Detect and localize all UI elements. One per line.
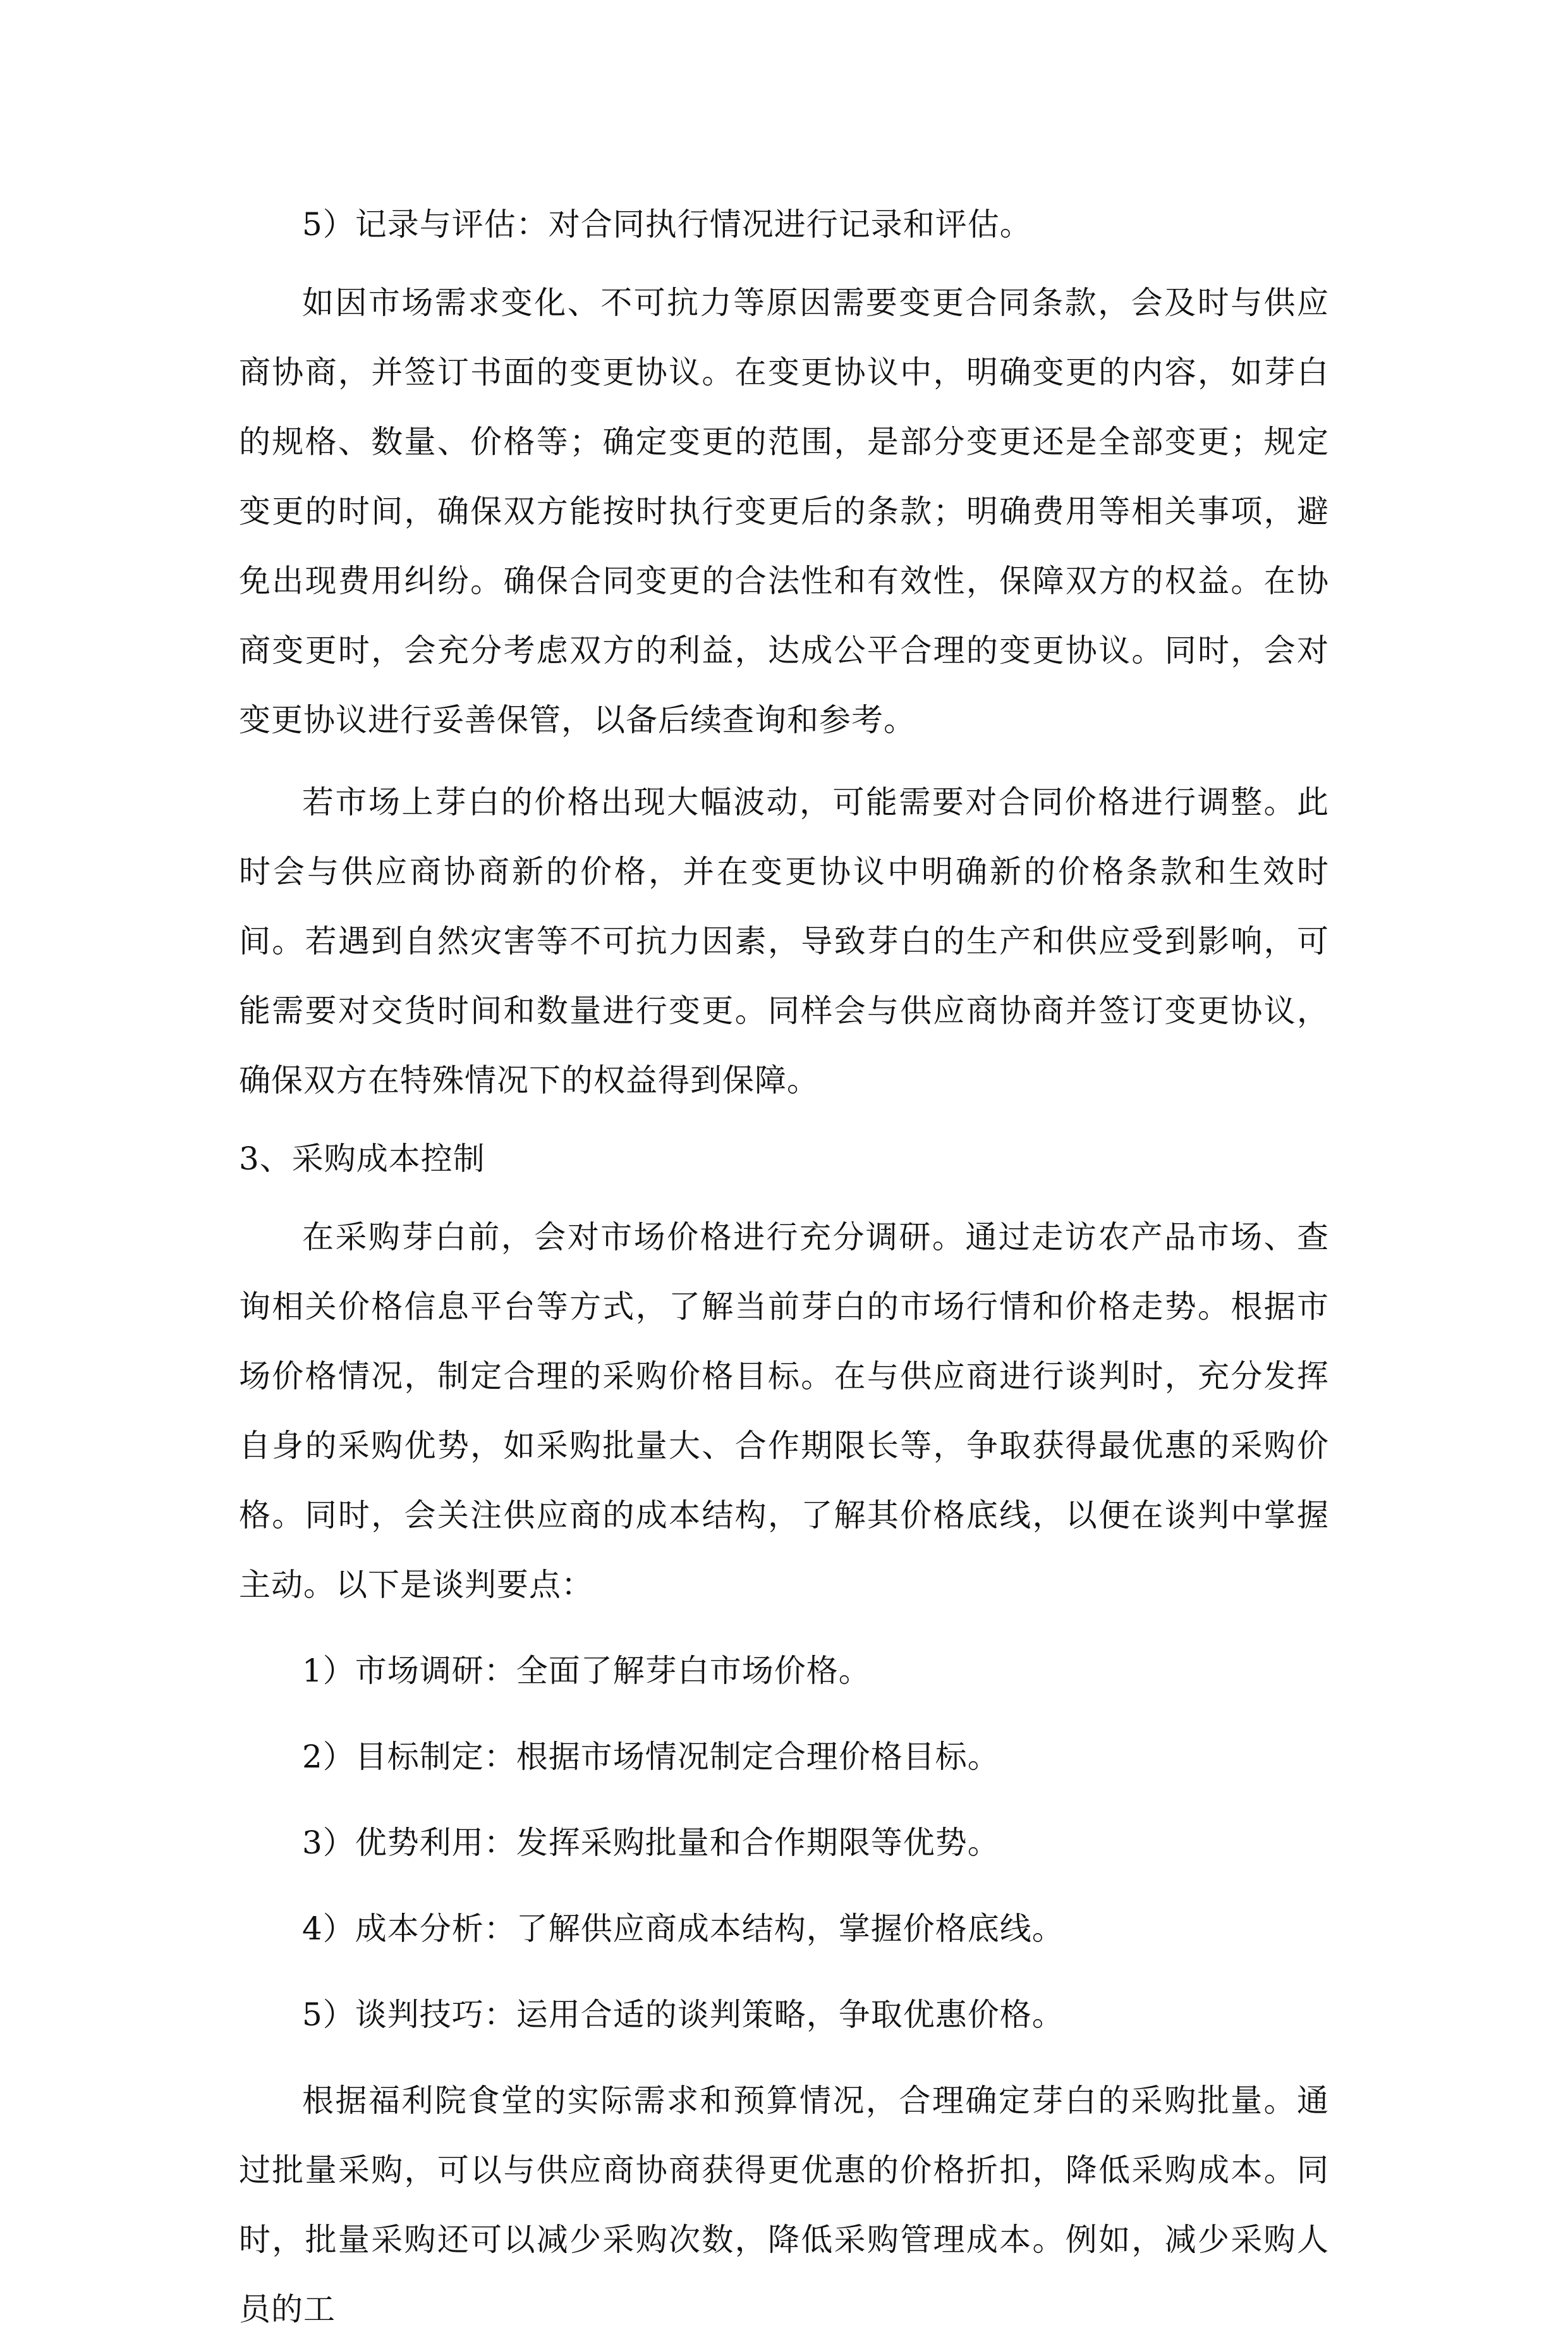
list-item: 5）谈判技巧：运用合适的谈判策略，争取优惠价格。 bbox=[302, 1996, 1064, 2033]
price-fluctuation-paragraph: 若市场上芽白的价格出现大幅波动，可能需要对合同价格进行调整。此时会与供应商协商新的价格，并在变更协议中明确新的价格条款和生效时间。若遇到自然灾害等不可抗力因素，导致芽白的生产和供应受到影响，可能需要对交货时间和数量进行变更。同样会与供应商协商并签订变更协议，确保双方在特殊情况下的权益得到保障。 bbox=[239, 784, 1329, 1099]
list-item: 1）市场调研：全面了解芽白市场价格。 bbox=[302, 1652, 871, 1689]
bulk-purchase-paragraph: 根据福利院食堂的实际需求和预算情况，合理确定芽白的采购批量。通过批量采购，可以与供应商协商获得更优惠的价格折扣，降低采购成本。同时，批量采购还可以减少采购次数，降低采购管理成本。例如，减少采购人员的工 bbox=[239, 2082, 1329, 2328]
list-item: 2）目标制定：根据市场情况制定合理价格目标。 bbox=[302, 1738, 1000, 1775]
section-heading-cost-control: 3、采购成本控制 bbox=[239, 1140, 485, 1177]
list-item: 3）优势利用：发挥采购批量和合作期限等优势。 bbox=[302, 1824, 1000, 1861]
market-research-paragraph: 在采购芽白前，会对市场价格进行充分调研。通过走访农产品市场、查询相关价格信息平台等方式，了解当前芽白的市场行情和价格走势。根据市场价格情况，制定合理的采购价格目标。在与供应商进行谈判时，充分发挥自身的采购优势，如采购批量大、合作期限长等，争取获得最优惠的采购价格。同时，会关注供应商的成本结构，了解其价格底线，以便在谈判中掌握主动。以下是谈判要点： bbox=[239, 1219, 1329, 1603]
list-item: 4）成本分析：了解供应商成本结构，掌握价格底线。 bbox=[302, 1910, 1064, 1947]
record-evaluation-item: 5）记录与评估：对合同执行情况进行记录和评估。 bbox=[302, 206, 1032, 243]
negotiation-points-list bbox=[239, 1636, 1329, 2049]
document-body bbox=[239, 190, 1329, 2344]
contract-change-paragraph: 如因市场需求变化、不可抗力等原因需要变更合同条款，会及时与供应商协商，并签订书面的变更协议。在变更协议中，明确变更的内容，如芽白的规格、数量、价格等；确定变更的范围，是部分变更还是全部变更；规定变更的时间，确保双方能按时执行变更后的条款；明确费用等相关事项，避免出现费用纠纷。确保合同变更的合法性和有效性，保障双方的权益。在协商变更时，会充分考虑双方的利益，达成公平合理的变更协议。同时，会对变更协议进行妥善保管，以备后续查询和参考。 bbox=[239, 284, 1329, 738]
